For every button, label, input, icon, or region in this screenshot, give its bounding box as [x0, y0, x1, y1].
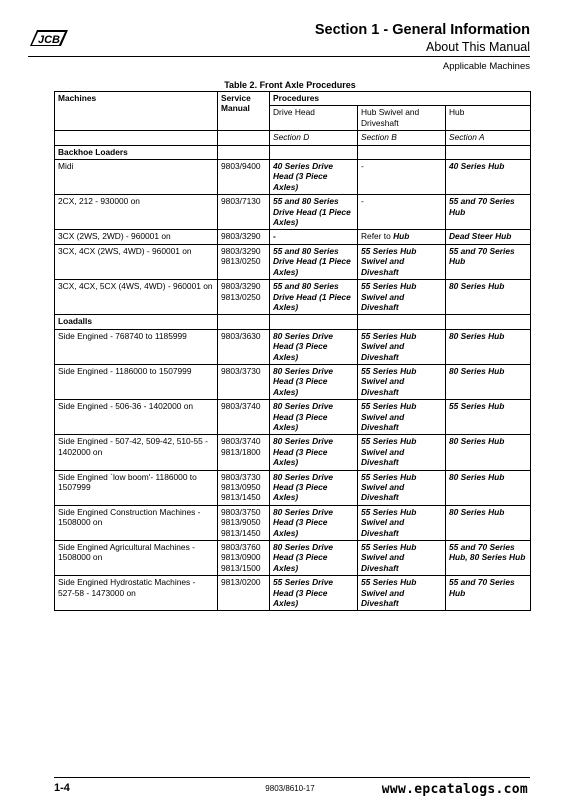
drive-head-cell: 55 and 80 Series Drive Head (1 Piece Axles): [270, 244, 358, 279]
drive-head-cell: 55 Series Drive Head (3 Piece Axles): [270, 576, 358, 611]
manual-cell: 9803/9400: [218, 160, 270, 195]
header-service-manual: Service Manual: [218, 92, 270, 131]
table-row: [55, 329, 531, 364]
table-row: [55, 505, 531, 540]
hub-cell: 55 and 70 Series Hub: [446, 195, 531, 230]
machine-cell: 3CX, 4CX (2WS, 4WD) - 960001 on: [55, 244, 218, 279]
hub-swivel-cell: 55 Series Hub Swivel and Diveshaft: [358, 400, 446, 435]
drive-head-cell: 40 Series Drive Head (3 Piece Axles): [270, 160, 358, 195]
hub-cell: 55 and 70 Series Hub: [446, 576, 531, 611]
manual-cell: 9813/0200: [218, 576, 270, 611]
machine-cell: Midi: [55, 160, 218, 195]
hub-cell: 80 Series Hub: [446, 364, 531, 399]
hub-swivel-cell: 55 Series Hub Swivel and Diveshaft: [358, 329, 446, 364]
machine-cell: Side Engined `low boom'- 1186000 to 1507999: [55, 470, 218, 505]
machine-cell: 2CX, 212 - 930000 on: [55, 195, 218, 230]
jcb-logo: [28, 28, 70, 50]
table-row: [55, 435, 531, 470]
manual-cell: 9803/3740 9813/1800: [218, 435, 270, 470]
header-machines: Machines: [55, 92, 218, 131]
section-d-ref: Section D: [270, 131, 358, 145]
page-subtitle: About This Manual: [426, 40, 530, 54]
hub-cell: Dead Steer Hub: [446, 230, 531, 244]
header-hub: Hub: [446, 106, 531, 131]
machine-cell: Side Engined - 768740 to 1185999: [55, 329, 218, 364]
manual-cell: 9803/3630: [218, 329, 270, 364]
hub-swivel-cell: 55 Series Hub Swivel and Diveshaft: [358, 435, 446, 470]
drive-head-cell: 80 Series Drive Head (3 Piece Axles): [270, 541, 358, 576]
manual-cell: 9803/3750 9813/9050 9813/1450: [218, 505, 270, 540]
applicable-machines-label: Applicable Machines: [442, 61, 530, 72]
header-hub-swivel: Hub Swivel and Driveshaft: [358, 106, 446, 131]
table-row: [55, 280, 531, 315]
machine-cell: Side Engined Construction Machines - 1508000 on: [55, 505, 218, 540]
machine-cell: Side Engined Agricultural Machines - 1508000 on: [55, 541, 218, 576]
table-row: [55, 541, 531, 576]
site-watermark: www.epcatalogs.com: [381, 782, 528, 797]
manual-cell: 9803/7130: [218, 195, 270, 230]
drive-head-cell: 80 Series Drive Head (3 Piece Axles): [270, 435, 358, 470]
footer-divider: [54, 777, 530, 778]
hub-swivel-cell: 55 Series Hub Swivel and Diveshaft: [358, 364, 446, 399]
machine-cell: Side Engined - 506-36 - 1402000 on: [55, 400, 218, 435]
table-row: [55, 195, 531, 230]
refer-to-hub-link: Hub: [393, 231, 410, 242]
drive-head-cell: 80 Series Drive Head (3 Piece Axles): [270, 505, 358, 540]
document-number: 9803/8610-17: [265, 784, 315, 793]
table-caption: Table 2. Front Axle Procedures: [224, 80, 356, 90]
section-b-ref: Section B: [358, 131, 446, 145]
hub-cell: 55 and 70 Series Hub: [446, 244, 531, 279]
manual-cell: 9803/3290 9813/0250: [218, 280, 270, 315]
header-divider: [28, 56, 530, 57]
manual-cell: 9803/3740: [218, 400, 270, 435]
header-drive-head: Drive Head: [270, 106, 358, 131]
header-procedures: Procedures: [270, 92, 531, 106]
hub-cell: 55 and 70 Series Hub, 80 Series Hub: [446, 541, 531, 576]
page-number: 1-4: [54, 782, 70, 794]
table-row: [55, 400, 531, 435]
front-axle-procedures-table: [54, 91, 531, 611]
manual-cell: 9803/3290 9813/0250: [218, 244, 270, 279]
hub-cell: 80 Series Hub: [446, 470, 531, 505]
group-loadalls: Loadalls: [55, 315, 218, 329]
table-row: [55, 470, 531, 505]
hub-cell: 80 Series Hub: [446, 329, 531, 364]
hub-cell: 40 Series Hub: [446, 160, 531, 195]
machine-cell: Side Engined Hydrostatic Machines - 527-58 - 1473000 on: [55, 576, 218, 611]
section-title: Section 1 - General Information: [314, 22, 530, 38]
hub-swivel-cell: 55 Series Hub Swivel and Diveshaft: [358, 541, 446, 576]
drive-head-cell: 55 and 80 Series Drive Head (1 Piece Axles): [270, 195, 358, 230]
drive-head-cell: 80 Series Drive Head (3 Piece Axles): [270, 329, 358, 364]
manual-cell: 9803/3730: [218, 364, 270, 399]
hub-swivel-cell: 55 Series Hub Swivel and Diveshaft: [358, 470, 446, 505]
section-a-ref: Section A: [446, 131, 531, 145]
hub-cell: 55 Series Hub: [446, 400, 531, 435]
hub-swivel-cell: -: [358, 195, 446, 230]
table-row: [55, 160, 531, 195]
table-row: [55, 230, 531, 244]
hub-swivel-cell: 55 Series Hub Swivel and Diveshaft: [358, 244, 446, 279]
group-backhoe-loaders: Backhoe Loaders: [55, 145, 218, 159]
drive-head-cell: 80 Series Drive Head (3 Piece Axles): [270, 400, 358, 435]
table-row: [55, 364, 531, 399]
manual-cell: 9803/3760 9813/0900 9813/1500: [218, 541, 270, 576]
drive-head-cell: -: [270, 230, 358, 244]
drive-head-cell: 80 Series Drive Head (3 Piece Axles): [270, 364, 358, 399]
table-row: [55, 244, 531, 279]
refer-to-text: Refer to: [361, 231, 394, 242]
hub-swivel-cell: 55 Series Hub Swivel and Diveshaft: [358, 576, 446, 611]
hub-cell: 80 Series Hub: [446, 505, 531, 540]
drive-head-cell: 80 Series Drive Head (3 Piece Axles): [270, 470, 358, 505]
hub-swivel-cell: 55 Series Hub Swivel and Diveshaft: [358, 505, 446, 540]
hub-swivel-cell: 55 Series Hub Swivel and Diveshaft: [358, 280, 446, 315]
hub-swivel-cell: [358, 230, 446, 244]
machine-cell: Side Engined - 507-42, 509-42, 510-55 - 1402000 on: [55, 435, 218, 470]
drive-head-cell: 55 and 80 Series Drive Head (1 Piece Axles): [270, 280, 358, 315]
hub-swivel-cell: -: [358, 160, 446, 195]
machine-cell: 3CX, 4CX, 5CX (4WS, 4WD) - 960001 on: [55, 280, 218, 315]
svg-text:JCB: JCB: [37, 34, 61, 46]
manual-cell: 9803/3730 9813/0950 9813/1450: [218, 470, 270, 505]
hub-cell: 80 Series Hub: [446, 435, 531, 470]
table-row: [55, 576, 531, 611]
machine-cell: 3CX (2WS, 2WD) - 960001 on: [55, 230, 218, 244]
hub-cell: 80 Series Hub: [446, 280, 531, 315]
manual-cell: 9803/3290: [218, 230, 270, 244]
machine-cell: Side Engined - 1186000 to 1507999: [55, 364, 218, 399]
